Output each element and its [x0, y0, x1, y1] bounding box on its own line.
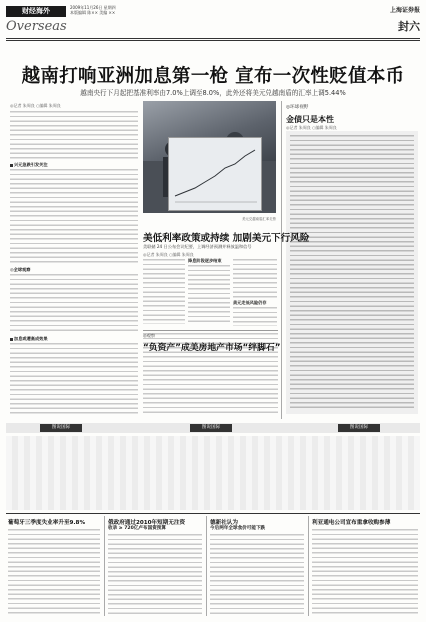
square-bullet-icon: [10, 338, 13, 341]
rate-chart: [168, 137, 262, 211]
rate-chart-svg: [169, 138, 261, 210]
right-headline: 金债只是本性: [286, 115, 334, 124]
bottom-mid-tag: ◎观察: [143, 333, 156, 338]
section-en: Overseas: [6, 19, 67, 34]
bottom-text-1: [8, 528, 100, 616]
column-divider: [281, 101, 282, 419]
ad-tab-3[interactable]: 图说国际: [338, 424, 380, 432]
date-text: 2009年11月26日 星期四: [70, 5, 116, 10]
square-bullet-icon: [10, 164, 13, 167]
lead-text-block-2: [10, 168, 138, 265]
editor-text: 本版编辑 陈×× 美编 ××: [70, 10, 116, 15]
chart-bg: [169, 138, 261, 210]
subsection-1-label: 兴元急跌引发关注: [14, 162, 48, 167]
mid-rule: [143, 330, 278, 331]
date-line: [70, 5, 116, 15]
middle-subhead-b: 美元走低风险仍存: [233, 300, 267, 305]
middle-col-3b: [233, 306, 277, 326]
right-tag: ◎环球视野: [286, 105, 309, 110]
subsection-3-label: 加息或遭高成效果: [14, 336, 48, 341]
middle-sub: 美联储 24 日公布会议纪要，上调经济预测并释放温和信号: [143, 244, 252, 249]
ad-tab-1[interactable]: 图说国际: [40, 424, 82, 432]
bottom-mid-text: [143, 355, 278, 415]
bottom-text-3: [210, 533, 304, 616]
lead-text-block-4: [10, 342, 138, 414]
bottom-rule: [6, 513, 420, 514]
right-byline: ◎记者 朱周良 ○编辑 朱周良: [286, 125, 337, 130]
top-rule-thin: [6, 40, 420, 41]
bottom-sub-2: 收录 ≥ 720亿卢布国资预算: [108, 526, 166, 531]
lead-text-block-1: [10, 110, 138, 160]
chart-caption: [143, 216, 276, 221]
right-column-box: [286, 131, 418, 414]
bottom-headline-1: 葡萄牙三季度失业率升至9.8%: [8, 520, 86, 526]
middle-col-2: [188, 264, 230, 324]
bottom-text-4: [312, 528, 418, 616]
bottom-mid-headline: “负资产”成美房地产市场“绊脚石”: [143, 343, 281, 353]
chart-caption-text: 美元兑越南盾汇率走势: [242, 217, 276, 221]
ad-band: [6, 436, 420, 510]
middle-subhead-a: 降息阶段逐步结束: [188, 258, 222, 263]
subsection-2: ◎全球观察: [10, 267, 31, 272]
top-rule: [6, 38, 420, 39]
bottom-headline-2: 俄政府通过2010年短期无注资: [108, 520, 186, 526]
page-label: 封六: [398, 20, 420, 33]
bottom-text-2: [108, 533, 202, 616]
bottom-sub-3: 今后两年全球食价可能下跌: [210, 526, 266, 531]
bottom-headline-3: 德新社认为: [210, 520, 238, 526]
bottom-divider-2: [206, 516, 207, 616]
lead-headline: 越南打响亚洲加息第一枪 宣布一次性贬值本币: [21, 66, 405, 87]
middle-col-3: [233, 258, 277, 298]
lead-subhead: 越南央行下月起把基准利率由7.0%上调至8.0%，此外还将美元兑越南盾的汇率上调5.44%: [80, 89, 346, 97]
bottom-divider-3: [308, 516, 309, 616]
middle-col-1: [143, 258, 185, 324]
lead-byline: ◎记者 朱周良 ○编辑 朱周良: [10, 103, 61, 108]
middle-byline: ◎记者 朱周良 ○编辑 朱周良: [143, 252, 194, 257]
ad-tab-2[interactable]: 图说国际: [190, 424, 232, 432]
paper-name: 上海证券报: [389, 7, 420, 14]
section-tag: 财经海外: [6, 6, 66, 17]
bottom-headline-4: 利亚通电公司宣布重拿收购参薄: [312, 520, 391, 526]
bottom-divider-1: [104, 516, 105, 616]
lead-text-block-3: [10, 273, 138, 333]
middle-headline: 美低利率政策或持续 加剧美元下行风险: [143, 233, 310, 244]
